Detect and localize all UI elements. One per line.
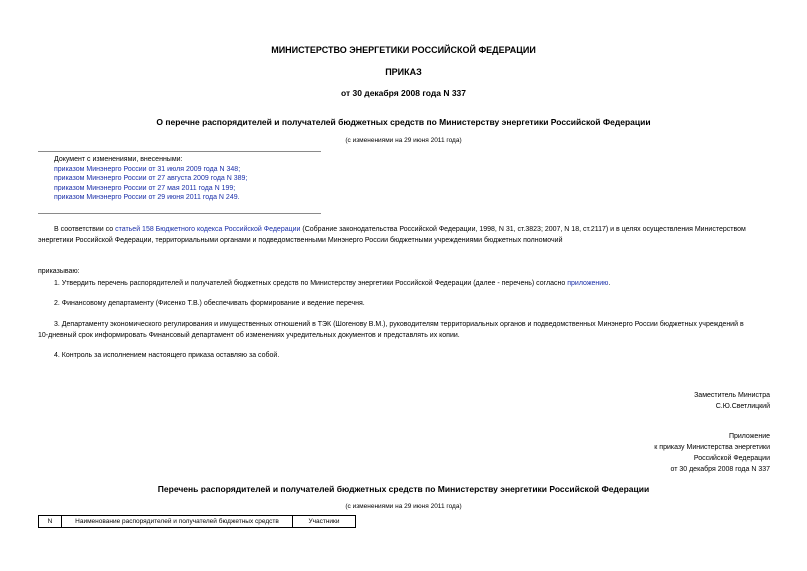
appendix-ref-line-4: от 30 декабря 2008 года N 337 xyxy=(670,466,770,473)
signature-position: Заместитель Министра xyxy=(694,392,770,399)
budget-recipients-table xyxy=(38,515,356,528)
table-header-row xyxy=(39,516,356,528)
appendix-reference xyxy=(654,431,770,475)
signature-name: С.Ю.Светлицкий xyxy=(715,403,770,410)
amend-box-top-rule xyxy=(38,151,321,152)
clause-3-line-1: 3. Департаменту экономического регулирования и имущественных отношений в ТЭК (Шогенову В.М.), руководителям территориальных органов и подведомственных Минэнерго России бюджетных учреждений в xyxy=(54,321,744,328)
column-header-number: N xyxy=(39,516,62,528)
appendix-ref-line-3: Российской Федерации xyxy=(693,455,770,462)
budget-code-link[interactable]: статьей 158 Бюджетного кодекса Российской Федерации xyxy=(115,226,301,233)
amendment-link-1[interactable]: приказом Минэнерго России от 31 июля 2009 года N 348; xyxy=(54,165,241,173)
doc-type-heading: ПРИКАЗ xyxy=(385,67,422,77)
appendix-ref-line-1: Приложение xyxy=(728,433,770,440)
clause-2: 2. Финансовому департаменту (Фисенко Т.В.) обеспечивать формирование и ведение перечня. xyxy=(54,300,365,307)
list-title: Перечень распорядителей и получателей бюджетных средств по Министерству энергетики Российской Федерации xyxy=(157,484,650,494)
preamble-line-2: энергетики Российской Федерации, территориальными органами и подведомственными Минэнерго России бюджетными учреждениями бюджетных полномочий xyxy=(38,237,563,244)
amend-box-bottom-rule xyxy=(38,213,321,214)
clause-4: 4. Контроль за исполнением настоящего приказа оставляю за собой. xyxy=(54,352,280,359)
order-title: О перечне распорядителей и получателей бюджетных средств по Министерству энергетики Российской Федерации xyxy=(156,117,651,127)
clause-1: 1. Утвердить перечень распорядителей и получателей бюджетных средств по Министерству энергетики Российской Федерации (далее - перечень) согласно приложению. xyxy=(54,280,611,287)
appendix-ref-line-2: к приказу Министерства энергетики xyxy=(654,444,770,451)
preamble-line-1: В соответствии со статьей 158 Бюджетного кодекса Российской Федерации (Собрание законодательства Российской Федерации, 1998, N 31, ст.3823; 2007, N 18, ст.2117) и в целях осуществления Министерством xyxy=(54,226,746,233)
order-changes-note: (с изменениями на 29 июня 2011 года) xyxy=(345,137,462,144)
list-changes-note: (с изменениями на 29 июня 2011 года) xyxy=(345,503,462,510)
amend-box-heading: Документ с изменениями, внесенными: xyxy=(54,156,183,163)
signature-block xyxy=(694,390,770,412)
clause-3-line-2: 10-дневный срок информировать Финансовый департамент об изменениях учредительных документов и представлять их копии. xyxy=(38,332,460,339)
amendment-link-3[interactable]: приказом Минэнерго России от 27 мая 2011 года N 199; xyxy=(54,184,236,192)
amend-box xyxy=(54,155,247,203)
prikazyvayu-text: приказываю: xyxy=(38,268,80,275)
appendix-link[interactable]: приложению xyxy=(567,280,609,287)
amendment-link-2[interactable]: приказом Минэнерго России от 27 августа 2009 года N 389; xyxy=(54,175,248,182)
column-header-name: Наименование распорядителей и получателей бюджетных средств xyxy=(62,516,293,528)
order-date-line: от 30 декабря 2008 года N 337 xyxy=(340,88,467,98)
ministry-heading: МИНИСТЕРСТВО ЭНЕРГЕТИКИ РОССИЙСКОЙ ФЕДЕРАЦИИ xyxy=(271,45,536,55)
amendment-link-4[interactable]: приказом Минэнерго России от 29 июня 2011 года N 249. xyxy=(54,194,240,201)
column-header-participants: Участники xyxy=(293,516,356,528)
